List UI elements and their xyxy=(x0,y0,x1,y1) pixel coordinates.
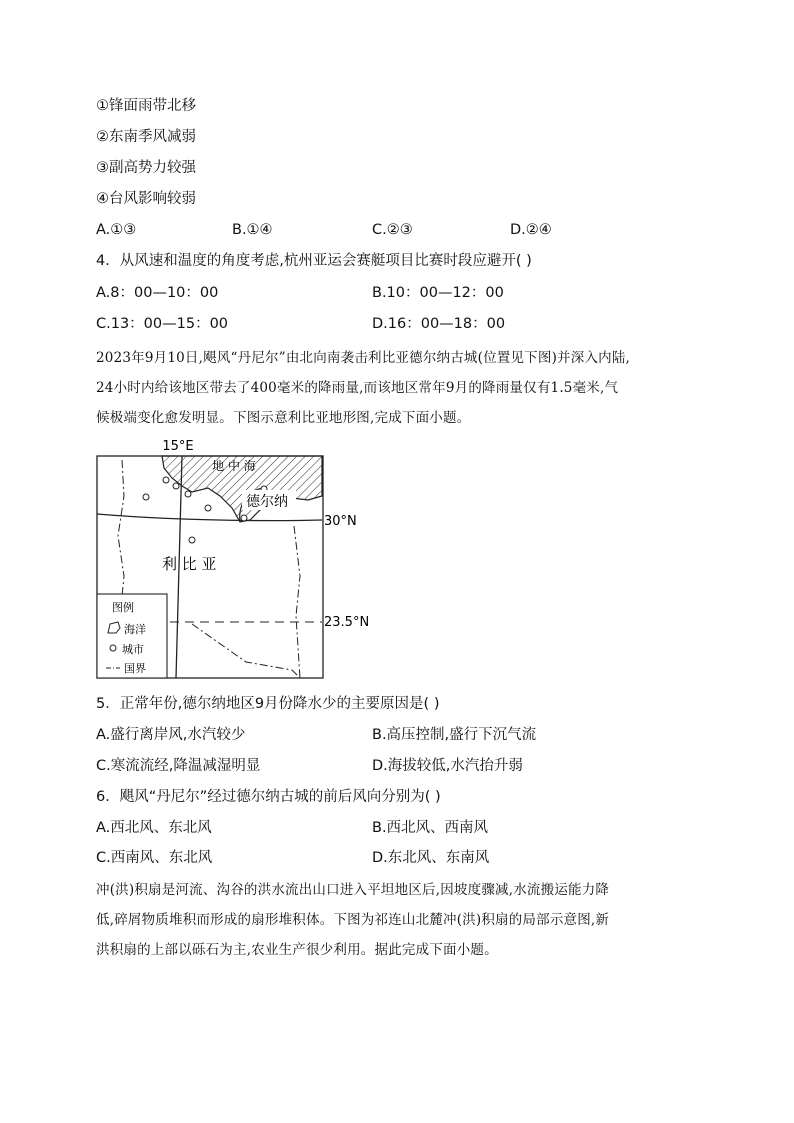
city-marker xyxy=(143,494,149,500)
q4-option-b: B.10：00—12：00 xyxy=(372,285,504,301)
passage-2-line-1: 冲(洪)积扇是河流、沟谷的洪水流出山口进入平坦地区后,因坡度骤减,水流搬运能力降 xyxy=(96,882,610,898)
parallel-23-5n-label: 23.5°N xyxy=(324,615,370,630)
city-marker xyxy=(185,491,191,497)
city-marker xyxy=(241,515,247,521)
south-border xyxy=(192,624,300,678)
city-marker xyxy=(205,505,211,511)
libya-map xyxy=(96,436,396,686)
q6-option-a: A.西北风、东北风 xyxy=(96,820,212,836)
legend-title: 图例 xyxy=(112,601,134,614)
city-marker xyxy=(189,537,195,543)
q3-statement-4: ④台风影响较弱 xyxy=(96,191,196,207)
country-label: 利 比 亚 xyxy=(162,555,217,573)
q3-option-b: B.①④ xyxy=(232,222,273,238)
parallel-30n-label: 30°N xyxy=(324,514,357,529)
parallel-30n xyxy=(97,514,322,521)
city-marker xyxy=(163,477,169,483)
west-border xyxy=(118,460,124,596)
q4-option-a: A.8：00—10：00 xyxy=(96,285,219,301)
passage-1 xyxy=(96,343,702,433)
passage-2 xyxy=(96,875,702,965)
q6-option-d: D.东北风、东南风 xyxy=(372,850,490,866)
q3-option-d: D.②④ xyxy=(510,222,552,238)
q5-option-b: B.高压控制,盛行下沉气流 xyxy=(372,727,537,743)
q6-stem: 6．飓风“丹尼尔”经过德尔纳古城的前后风向分别为( ) xyxy=(96,789,441,805)
q6-option-b: B.西北风、西南风 xyxy=(372,820,489,836)
passage-1-line-3: 候极端变化愈发明显。下图示意利比亚地形图,完成下面小题。 xyxy=(96,410,471,426)
q5-option-a: A.盛行离岸风,水汽较少 xyxy=(96,727,246,743)
legend-city-label: 城市 xyxy=(122,643,144,656)
q3-option-a: A.①③ xyxy=(96,222,137,238)
sea-label: 地 中 海 xyxy=(212,459,256,473)
city-marker xyxy=(173,483,179,489)
q3-statement-3: ③副高势力较强 xyxy=(96,160,196,176)
q3-option-c: C.②③ xyxy=(372,222,413,238)
q4-option-d: D.16：00—18：00 xyxy=(372,316,506,332)
q5-option-c: C.寒流流经,降温减湿明显 xyxy=(96,758,261,774)
q3-statement-1: ①锋面雨带北移 xyxy=(96,98,196,114)
q4-stem: 4．从风速和温度的角度考虑,杭州亚运会赛艇项目比赛时段应避开( ) xyxy=(96,253,532,269)
q6-option-c: C.西南风、东北风 xyxy=(96,850,213,866)
legend-border-label: 国界 xyxy=(124,662,146,675)
east-border xyxy=(294,526,300,678)
q3-statement-2: ②东南季风减弱 xyxy=(96,129,196,145)
meridian-15e-label: 15°E xyxy=(162,439,194,454)
q5-option-d: D.海拔较低,水汽抬升弱 xyxy=(372,758,523,774)
q4-option-c: C.13：00—15：00 xyxy=(96,316,229,332)
legend-ocean-label: 海洋 xyxy=(124,623,146,636)
q5-stem: 5．正常年份,德尔纳地区9月份降水少的主要原因是( ) xyxy=(96,696,440,712)
passage-1-line-2: 24小时内给该地区带去了400毫米的降雨量,而该地区常年9月的降雨量仅有1.5毫米,气 xyxy=(96,380,619,396)
passage-1-line-1: 2023年9月10日,飓风“丹尼尔”由北向南袭击利比亚德尔纳古城(位置见下图)并深入内陆, xyxy=(96,350,631,366)
passage-2-line-2: 低,碎屑物质堆积而形成的扇形堆积体。下图为祁连山北麓冲(洪)积扇的局部示意图,新 xyxy=(96,912,610,928)
derna-label: 德尔纳 xyxy=(246,494,288,510)
city-legend-icon xyxy=(110,645,116,651)
passage-2-line-3: 洪积扇的上部以砾石为主,农业生产很少利用。据此完成下面小题。 xyxy=(96,942,498,958)
